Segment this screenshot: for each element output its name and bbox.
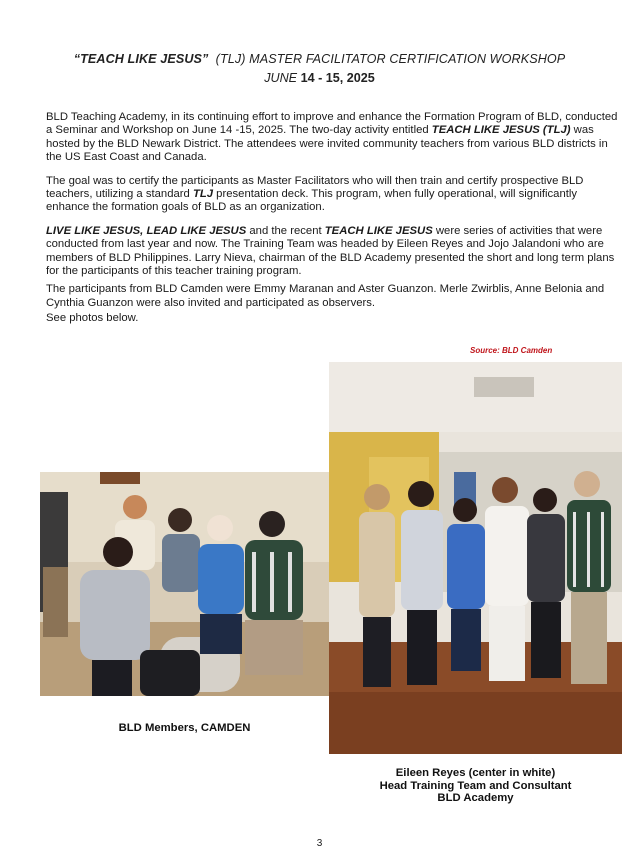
date-month: JUNE	[264, 71, 298, 85]
p1-emphasis: TEACH LIKE JESUS (TLJ)	[431, 124, 571, 137]
article-body	[46, 111, 622, 328]
p3-emphasis-1: LIVE LIKE JESUS, LEAD LIKE JESUS	[46, 224, 247, 237]
caption-right-line-2: Head Training Team and Consultant	[379, 779, 572, 792]
caption-right-line-1: Eileen Reyes (center in white)	[395, 767, 556, 779]
p3-text-a: and the recent	[246, 224, 325, 237]
p2-emphasis: TLJ	[192, 188, 214, 201]
document-title	[0, 52, 639, 66]
photo-bld-members-camden	[40, 472, 329, 696]
photo-source-label: Source: BLD Camden	[470, 346, 553, 355]
date-days: 14 - 15, 2025	[300, 71, 375, 85]
title-rest: (TLJ) MASTER FACILITATOR CERTIFICATION WORKSHOP	[215, 52, 566, 66]
group-photo-right	[329, 362, 622, 754]
photo-eileen-reyes-group	[329, 362, 622, 754]
document-date	[0, 71, 639, 85]
paragraph-2	[46, 175, 622, 215]
paragraph-5: See photos below.	[46, 312, 139, 325]
paragraph-4: The participants from BLD Camden were Emmy Maranan and Aster Guanzon. Merle Zwirblis, Anne Belonia and Cynthia Guanzon were also invited and participated as observers.	[46, 283, 605, 309]
p3-emphasis-2: TEACH LIKE JESUS	[324, 224, 433, 237]
p1-text-b: was hosted by the BLD Newark District. The attendees were invited community teachers from various BLD districts in the US East Coast and Canada.	[46, 124, 608, 164]
caption-right	[329, 767, 622, 805]
group-photo-left	[40, 472, 329, 696]
p3-text-b: were series of activities that were conducted from last year and now. The Training Team was headed by Eileen Reyes and Jojo Jalandoni who are members of BLD Philippines. Larry Nieva, chairman of the BLD Academy presented the short and long term plans for the participants of this teacher training program.	[46, 224, 615, 278]
p2-text-b: presentation deck. This program, when fully operational, will significantly enhance the formation goals of BLD as an organization.	[46, 188, 578, 214]
p1-text-a: BLD Teaching Academy, in its continuing effort to improve and enhance the Formation Program of BLD, conducted a Seminar and Workshop on June 14 -15, 2025. The two-day activity entitled	[46, 111, 618, 137]
title-bold: “TEACH LIKE JESUS”	[73, 52, 209, 66]
caption-right-line-3: BLD Academy	[437, 792, 514, 805]
p2-text-a: The goal was to certify the participants as Master Facilitators who will then train and certify prospective BLD teachers, utilizing a standard	[46, 174, 584, 201]
paragraph-3	[46, 225, 622, 279]
caption-left: BLD Members, CAMDEN	[118, 722, 251, 734]
paragraph-1	[46, 111, 622, 165]
page-number: 3	[316, 838, 323, 849]
